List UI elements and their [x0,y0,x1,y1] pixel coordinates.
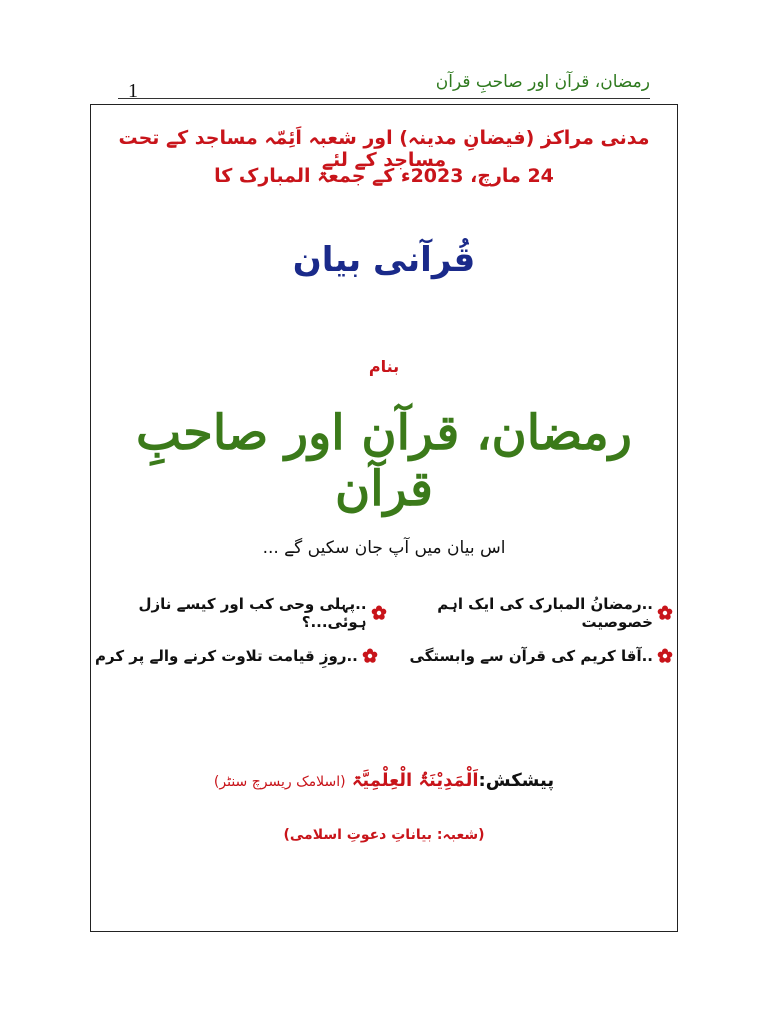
list-item [410,647,673,665]
header-rule [118,98,650,99]
section-heading: قُرآنی بیان [292,240,476,280]
point-text: ..آقا کریم کی قرآن سے وابستگی [409,647,653,665]
flower-icon [362,648,378,664]
list-item [95,595,387,631]
points-list [91,595,677,681]
flower-icon [657,648,673,664]
point-text: ..روزِ قیامت تلاوت کرنے والے پر کرم [95,647,358,665]
learn-intro: اس بیان میں آپ جان سکیں گے ... [262,538,506,558]
department-line: (شعبہ: بیاناتِ دعوتِ اسلامی) [283,827,485,843]
running-head: رمضان، قرآن اور صاحبِ قرآن [435,72,650,92]
main-title: رمضان، قرآن اور صاحبِ قرآن [136,405,632,517]
list-item [387,595,673,631]
intro-line-1: مدنی مراکز (فیضانِ مدینہ) اور شعبہ اَئِمّہ مساجد کے تحت مساجد کے لئے [118,127,650,171]
intro-line-2: 24 مارچ، 2023ء کے جمعۃ المبارک کا [214,165,554,187]
presenter-org-note: (اسلامک ریسرچ سنٹر) [213,774,346,790]
title-page-frame [90,104,678,932]
presenter-label: پیشکش: [478,770,555,791]
list-item [95,647,378,665]
point-text: ..رمضانُ المبارک کی ایک اہم خصوصیت [437,595,653,631]
page-number: 1 [128,80,138,102]
presenter-org: اَلْمَدِیْنَۃُ الْعِلْمِیَّۃ [351,770,479,791]
point-text: ..پہلی وحی کب اور کیسے نازل ہوئی...؟ [138,595,367,631]
presenter-line [91,770,677,791]
points-row-1 [91,595,677,631]
flower-icon [657,605,673,621]
banaam-label: بنام [368,357,400,376]
flower-icon [371,605,387,621]
points-row-2 [91,647,677,665]
